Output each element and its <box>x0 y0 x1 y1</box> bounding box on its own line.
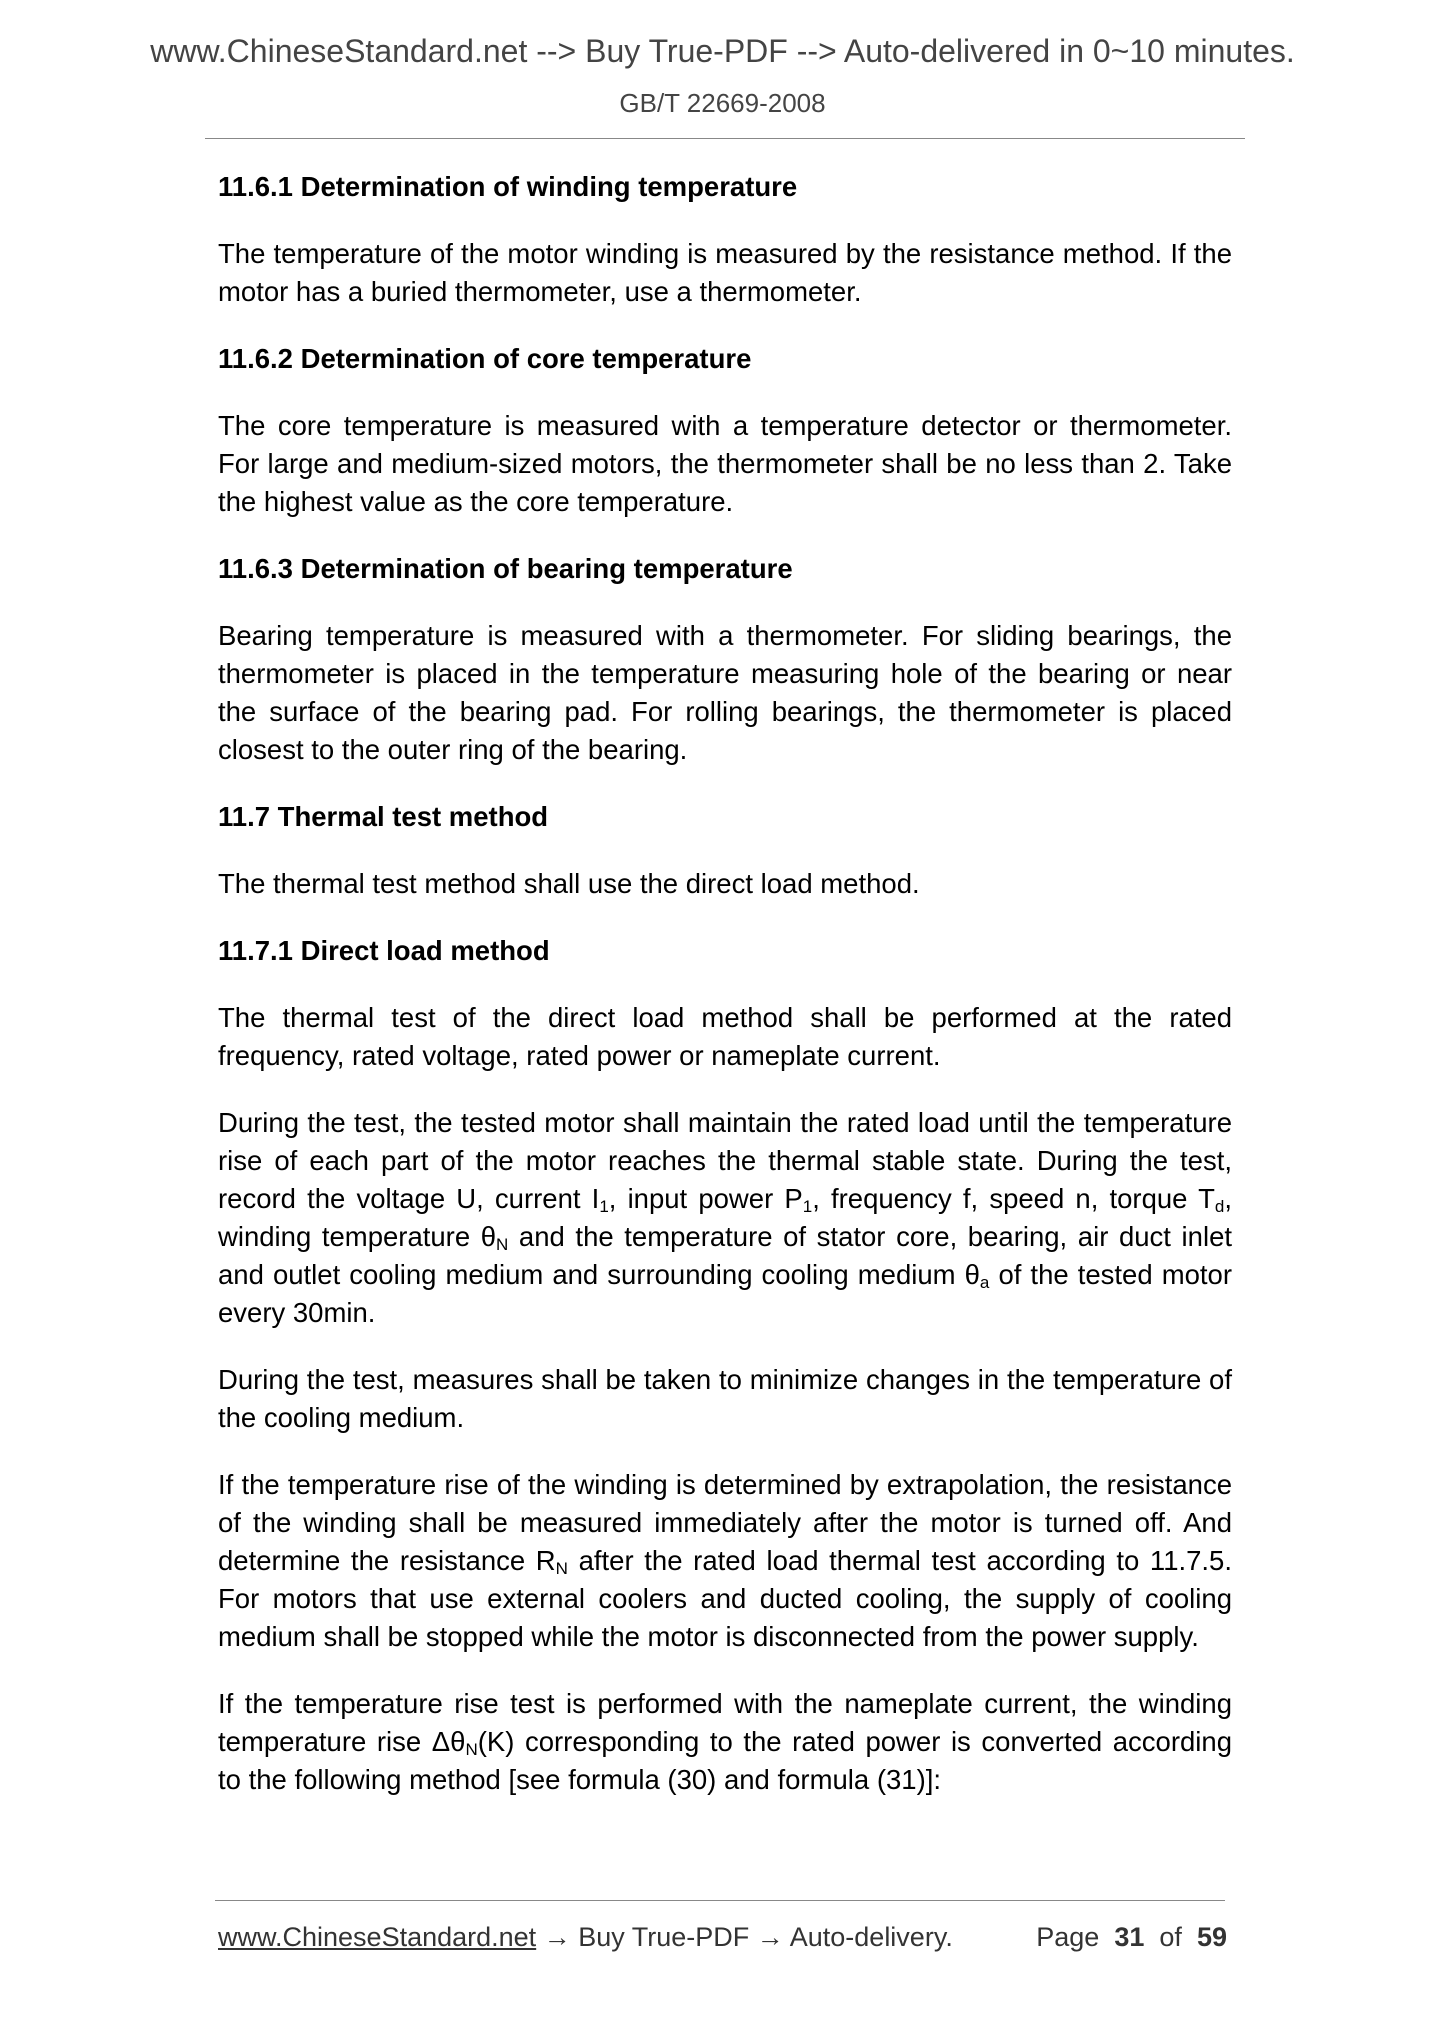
footer-link[interactable]: www.ChineseStandard.net <box>218 1922 537 1952</box>
page-indicator: Page 31 of 59 <box>1036 1922 1227 1952</box>
standard-code: GB/T 22669-2008 <box>619 88 826 118</box>
document-body <box>218 168 1232 1828</box>
paragraph-bearing-temperature: Bearing temperature is measured with a thermometer. For sliding bearings, the thermometer is placed in the temperature measuring hole of the bearing or near the surface of the bearing pad. For rolling bearings, the thermometer is placed closest to the outer ring of the bearing. <box>218 620 1232 765</box>
heading-11-7-1: 11.7.1 Direct load method <box>218 935 550 966</box>
footer-promo: www.ChineseStandard.net → Buy True-PDF → Auto-delivery. <box>218 1922 953 1952</box>
header-divider <box>205 138 1245 139</box>
header-banner: www.ChineseStandard.net --> Buy True-PDF --> Auto-delivered in 0~10 minutes. <box>150 33 1295 69</box>
paragraph-direct-load-method: The thermal test of the direct load method shall be performed at the rated frequency, rated voltage, rated power or nameplate current. <box>218 1002 1232 1071</box>
page-number: 31 <box>1114 1922 1145 1952</box>
heading-11-6-3: 11.6.3 Determination of bearing temperature <box>218 553 793 584</box>
page-total: 59 <box>1196 1922 1227 1952</box>
paragraph-cooling-medium: During the test, measures shall be taken to minimize changes in the temperature of the cooling medium. <box>218 1364 1232 1433</box>
paragraph-core-temperature: The core temperature is measured with a temperature detector or thermometer. For large and medium-sized motors, the thermometer shall be no less than 2. Take the highest value as the core temperature. <box>218 410 1232 517</box>
footer-divider <box>215 1900 1225 1901</box>
heading-11-6-1: 11.6.1 Determination of winding temperature <box>218 171 798 202</box>
heading-11-6-2: 11.6.2 Determination of core temperature <box>218 343 752 374</box>
paragraph-extrapolation: If the temperature rise of the winding is determined by extrapolation, the resistance of the winding shall be measured immediately after the motor is turned off. And determine the resistance $R_N$ after the rated load thermal test according to 11.7.5. For motors that use external coolers and ducted cooling, the supply of cooling medium shall be stopped while the motor is disconnected from the power supply. <box>218 1469 1232 1652</box>
paragraph-winding-temperature: The temperature of the motor winding is measured by the resistance method. If the motor has a buried thermometer, use a thermometer. <box>218 238 1232 307</box>
heading-11-7: 11.7 Thermal test method <box>218 801 549 832</box>
paragraph-thermal-test-method: The thermal test method shall use the direct load method. <box>218 868 920 899</box>
paragraph-nameplate-current: If the temperature rise test is performed with the nameplate current, the winding temperature rise $\Delta\theta_N(K)$ corresponding to the rated power is converted according to the following method [see formula (30) and formula (31)]: <box>218 1688 1233 1795</box>
paragraph-test-recording: During the test, the tested motor shall maintain the rated load until the temperature rise of each part of the motor reaches the thermal stable state. During the test, record the voltage U, current $I_1$, input power $P_1$, frequency f, speed n, torque $T_d$, winding temperature $\theta_N$ and the temperature of stator core, bearing, air duct inlet and outlet cooling medium and surrounding cooling medium $\theta_a$ of the tested motor every 30min. <box>218 1107 1233 1328</box>
